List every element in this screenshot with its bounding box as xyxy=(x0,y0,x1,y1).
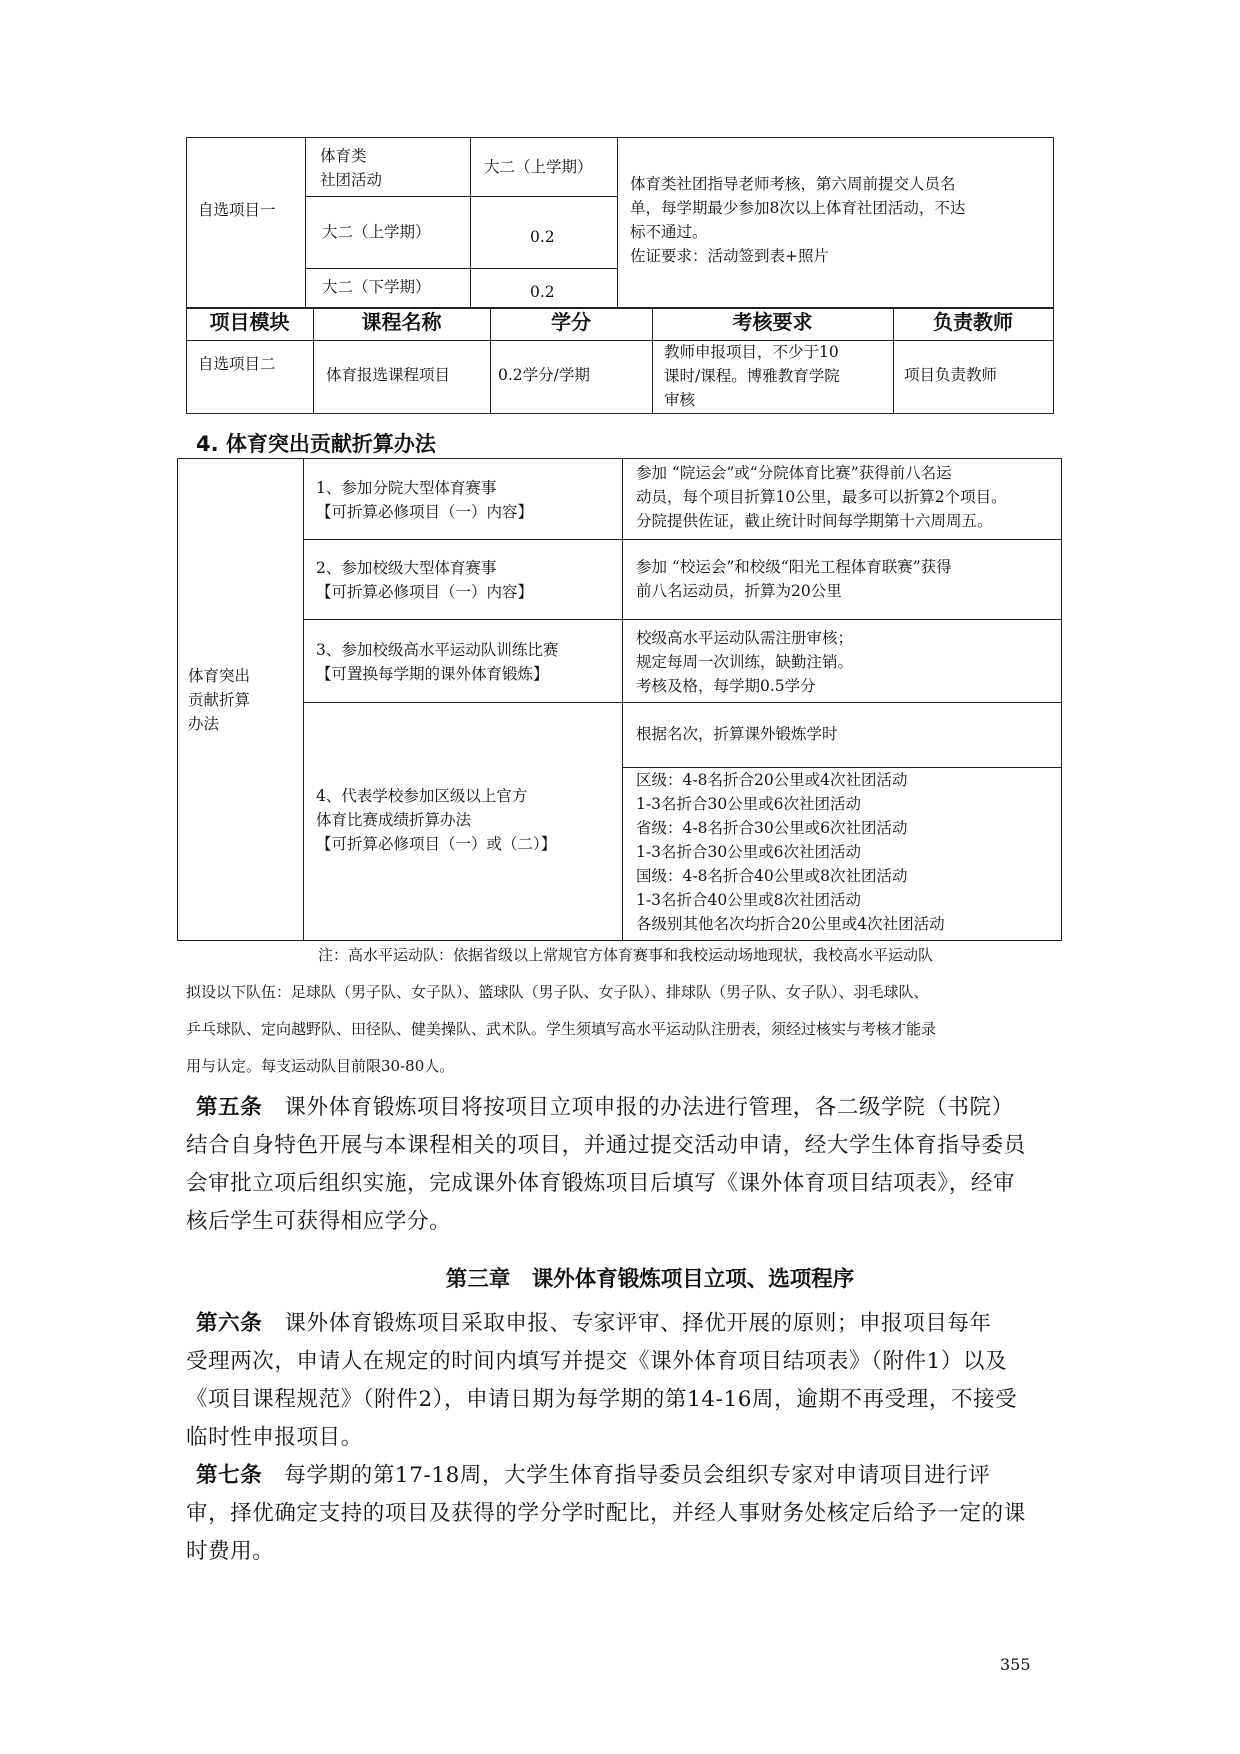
course-name-cell: 体育类 社团活动 xyxy=(320,147,383,189)
detail-cell: 参加 “院运会”或“分院体育比赛”获得前八名运 动员，每个项目折算10公里，最多可以折算2个项目。 分院提供佐证，截止统计时间每学期第十六周周五。 xyxy=(636,464,1007,530)
module-cell: 自选项目一 xyxy=(198,201,276,219)
header-module: 项目模块 xyxy=(209,310,290,334)
term-cell: 大二（上学期） xyxy=(484,158,593,176)
item-cell: 4、代表学校参加区级以上官方 体育比赛成绩折算办法 【可折算必修项目（一）或（二）】 xyxy=(316,787,557,853)
term-cell: 大二（下学期） xyxy=(322,278,431,296)
note-line: 拟设以下队伍：足球队（男子队、女子队）、篮球队（男子队、女子队）、排球队（男子队、女子队）、羽毛球队、 xyxy=(186,983,929,1001)
header-course: 课程名称 xyxy=(361,310,442,334)
detail-cell: 校级高水平运动队需注册审核； 规定每周一次训练，缺勤注销。 考核及格，每学期0.5学分 xyxy=(636,629,854,695)
page-number: 355 xyxy=(1000,1655,1031,1674)
header-requirement: 考核要求 xyxy=(732,310,813,334)
item-cell: 3、参加校级高水平运动队训练比赛 【可置换每学期的课外体育锻炼】 xyxy=(316,641,559,683)
article-label: 第六条 xyxy=(196,1311,263,1336)
detail-cell: 根据名次，折算课外锻炼学时 xyxy=(636,725,838,743)
note-line: 乒乓球队、定向越野队、田径队、健美操队、武术队。学生须填写高水平运动队注册表，须经过核实与考核才能录 xyxy=(186,1020,937,1038)
detail-cell: 参加 “校运会”和校级“阳光工程体育联赛”获得 前八名运动员，折算为20公里 xyxy=(636,558,952,600)
header-credit: 学分 xyxy=(551,310,591,334)
teacher-cell: 项目负责教师 xyxy=(904,366,998,384)
course-name-cell: 体育报选课程项目 xyxy=(326,366,451,384)
article-7: 第七条 每学期的第17-18周，大学生体育指导委员会组织专家对申请项目进行评 审，择优确定支持的项目及获得的学分学时配比，并经人事财务处核定后给予一定的课 时费用。 xyxy=(186,1463,1026,1564)
note-line: 注：高水平运动队：依据省级以上常规官方体育赛事和我校运动场地现状，我校高水平运动队 xyxy=(318,946,934,964)
credit-cell: 0.2学分/学期 xyxy=(498,366,590,384)
note-line: 用与认定。每支运动队目前限30-80人。 xyxy=(186,1057,455,1075)
requirement-cell: 体育类社团指导老师考核，第六周前提交人员名 单，每学期最少参加8次以上体育社团活动，不达 标不通过。 佐证要求：活动签到表+照片 xyxy=(630,175,966,265)
article-label: 第七条 xyxy=(196,1463,263,1488)
article-label: 第五条 xyxy=(196,1095,263,1120)
section-title: 4. 体育突出贡献折算办法 xyxy=(196,432,436,456)
term-cell: 大二（上学期） xyxy=(322,223,431,241)
header-teacher: 负责教师 xyxy=(933,310,1013,334)
requirement-cell: 教师申报项目，不少于10 课时/课程。博雅教育学院 审核 xyxy=(664,343,840,409)
module-cell: 自选项目二 xyxy=(198,355,276,373)
category-cell: 体育突出 贡献折算 办法 xyxy=(188,667,251,733)
credit-cell: 0.2 xyxy=(530,228,555,246)
article-6: 第六条 课外体育锻炼项目采取申报、专家评审、择优开展的原则；申报项目每年 受理两次，申请人在规定的时间内填写并提交《课外体育项目结项表》（附件1）以及 《项目课程规范》（附件2），申请日期为每学期的第14-16周，逾期不再受理，不接受 临时性申报项目。 xyxy=(186,1311,1018,1450)
detail-cell: 区级：4-8名折合20公里或4次社团活动 1-3名折合30公里或6次社团活动 省级：4-8名折合30公里或6次社团活动 1-3名折合30公里或6次社团活动 国级：4-8名折合40公里或8次社团活动 1-3名折合40公里或8次社团活动 各级别其他名次均折合20公里或4次社团活动 xyxy=(636,771,945,933)
article-5: 第五条 课外体育锻炼项目将按项目立项申报的办法进行管理，各二级学院（书院） 结合自身特色开展与本课程相关的项目，并通过提交活动申请，经大学生体育指导委员 会审批立项后组织实施，完成课外体育锻炼项目后填写《课外体育项目结项表》，经审 核后学生可获得相应学分。 xyxy=(186,1095,1026,1234)
credit-cell: 0.2 xyxy=(530,283,555,301)
item-cell: 1、参加分院大型体育赛事 【可折算必修项目（一）内容】 xyxy=(316,479,534,521)
item-cell: 2、参加校级大型体育赛事 【可折算必修项目（一）内容】 xyxy=(316,559,534,601)
chapter-title: 第三章 课外体育锻炼项目立项、选项程序 xyxy=(445,1267,855,1292)
